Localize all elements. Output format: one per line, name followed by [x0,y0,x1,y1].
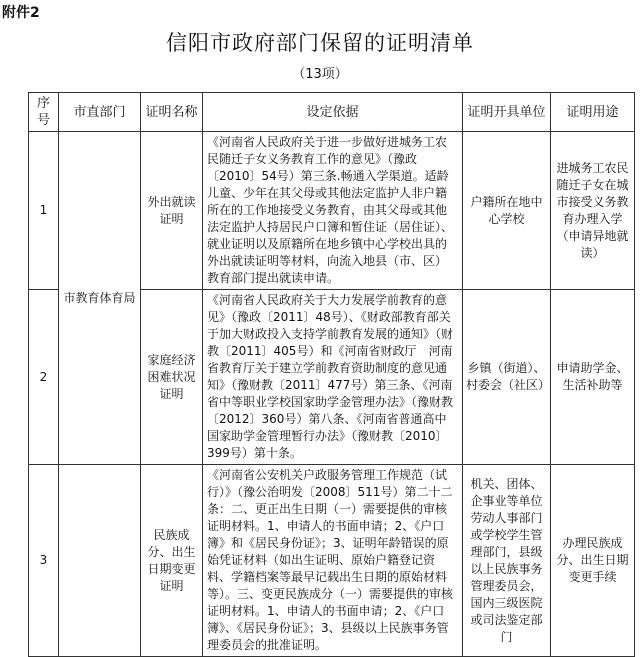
row-no: 1 [29,132,59,290]
table-row [29,132,635,290]
certificate-name: 家庭经济困难状况证明 [141,290,203,465]
issuer-text: 户籍所在地中心学校 [463,132,551,290]
issuer-text: 机关、团体、企事业等单位劳动人事部门或学校学生管理部门，县级以上民族事务管理委员会，国内三级医院或司法鉴定部门 [463,465,551,657]
department-cell-empty [59,465,141,657]
usage-text: 办理民族成分、出生日期变更手续 [551,465,635,657]
basis-text: 《河南省人民政府关于大力发展学前教育的意见》（豫政〔2011〕48号）、《财政部教育部关于加大财政投入支持学前教育发展的通知》（财教〔2011〕405号）和《河南省财政厅 河南省教育厅关于建立学前教育资助制度的意见通知》（豫财教〔2011〕477号）第三条、《河南省中等职业学校国家助学金管理办法》（豫财教〔2012〕360号）第八条、《河南省普通高中国家助学金管理暂行办法》（豫财教〔2010〕399号）第十条。 [203,290,463,465]
department-cell: 市教育体育局 [59,132,141,465]
header-certificate-name: 证明名称 [141,93,203,132]
certificate-name: 外出就读证明 [141,132,203,290]
page-subtitle: （13项） [292,67,348,82]
usage-text: 进城务工农民随迁子女在城市接受义务教育办理入学（申请异地就读） [551,132,635,290]
row-no: 3 [29,465,59,657]
header-basis: 设定依据 [203,93,463,132]
header-department: 市直部门 [59,93,141,132]
header-issuer: 证明开具单位 [463,93,551,132]
row-no: 2 [29,290,59,465]
page-title: 信阳市政府部门保留的证明清单 [166,31,474,55]
certificate-name: 民族成分、出生日期变更证明 [141,465,203,657]
usage-text: 申请助学金、生活补助等 [551,290,635,465]
header-usage: 证明用途 [551,93,635,132]
basis-text: 《河南省人民政府关于进一步做好进城务工农民随迁子女义务教育工作的意见》（豫政〔2010〕54号）第三条.畅通入学渠道。适龄儿童、少年在其父母或其他法定监护人非户籍所在的工作地接受义务教育，由其父母或其他法定监护人持居民户口簿和暂住证（居住证）、就业证明以及原籍所在地乡镇中心学校出具的外出就读证明等材料，向流入地县（市、区）教育部门提出就读申请。 [203,132,463,290]
attachment-label: 附件2 [2,5,40,21]
certificate-table [28,92,635,657]
header-no: 序号 [29,93,59,132]
basis-text: 《河南省公安机关户政服务管理工作规范（试行）》（豫公治明发〔2008〕511号）第二十二条：二、更正出生日期（一）需要提供的审核证明材料。1、申请人的书面申请；2、《户口簿》和《居民身份证》；3、证明年龄错误的原始凭证材料（如出生证明、原始户籍登记资料、学籍档案等最早记载出生日期的原始材料等）。三、变更民族成分（一）需要提供的审核证明材料。1、申请人的书面申请；2、《户口簿》、《居民身份证》；3、县级以上民族事务管理委员会的批准证明。 [203,465,463,657]
table-header-row [29,93,635,132]
issuer-text: 乡镇（街道）、村委会（社区） [463,290,551,465]
table-row [29,465,635,657]
